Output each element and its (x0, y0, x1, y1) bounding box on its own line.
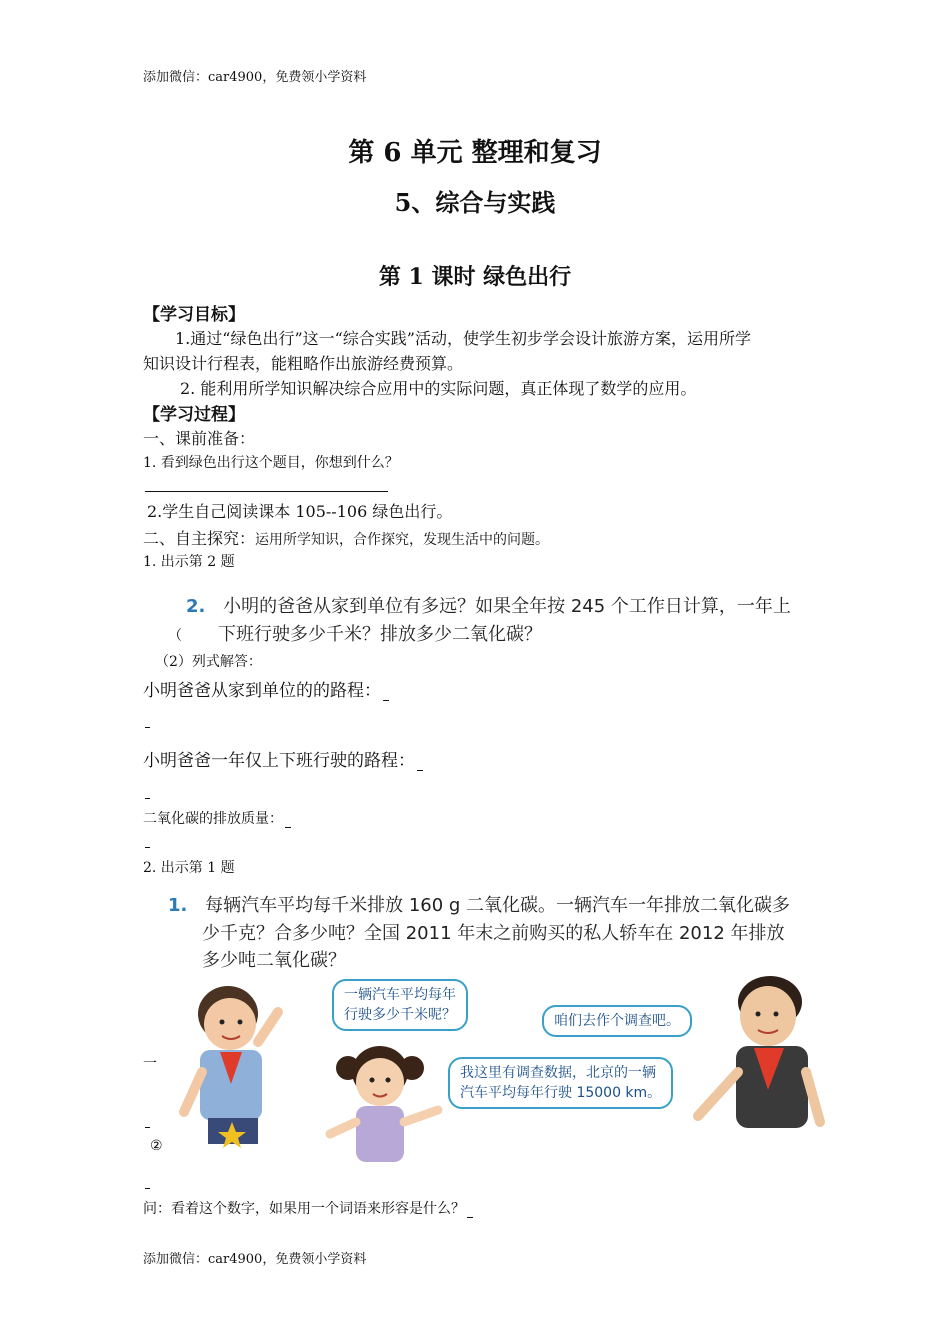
bubble-right-text: 咱们去作个调查吧。 (554, 1013, 680, 1029)
year-blank (417, 756, 423, 771)
process-heading: 【学习过程】 (143, 405, 245, 425)
bubble-girl (448, 1057, 673, 1109)
problem-1-line-3: 多少吨二氧化碳？ (202, 950, 346, 971)
bubble-right (542, 1005, 692, 1037)
route-line (143, 676, 389, 701)
problem-1-line-2: 少千克？合多少吨？全国 2011 年末之前购买的私人轿车在 2012 年排放 (202, 923, 785, 944)
year-line (143, 746, 423, 771)
answer-line (145, 491, 388, 492)
co2-line (143, 808, 291, 828)
unit-title: 第 6 单元 整理和复习 (348, 138, 602, 168)
partial-text-two: ② (150, 1138, 163, 1154)
question-1: 1. 看到绿色出行这个题目，你想到什么？ (143, 455, 399, 471)
problem-2-line-2: 下班行驶多少千米？排放多少二氧化碳？ (218, 624, 542, 645)
problem-2-text-1: 小明的爸爸从家到单位有多远？如果全年按 245 个工作日计算，一年上 (223, 596, 791, 617)
paren-open: （ (168, 628, 182, 644)
part2-row (143, 526, 549, 549)
problem-1-line-1 (168, 891, 790, 917)
last-question-line (143, 1198, 473, 1218)
bubble-boy (332, 979, 468, 1031)
problem-2-number: 2. (186, 596, 206, 617)
girl-middle-figure (330, 1046, 438, 1162)
part1-title: 一、课前准备： (143, 429, 256, 448)
footer-note: 添加微信：car4900，免费领小学资料 (143, 1252, 367, 1267)
lesson-title: 第 1 课时 绿色出行 (378, 264, 572, 290)
problem-1-number: 1. (168, 895, 188, 916)
objectives-heading: 【学习目标】 (143, 305, 245, 325)
dash-mark (145, 727, 150, 728)
bubble-boy-line-2: 行驶多少千米呢？ (344, 1007, 456, 1023)
year-label: 小明爸爸一年仅上下班行驶的路程： (143, 751, 415, 771)
partial-text-one: 一 (143, 1056, 157, 1072)
question-2: 2.学生自己阅读课本 105--106 绿色出行。 (147, 502, 453, 521)
co2-blank (285, 813, 291, 828)
part2-desc: 运用所学知识，合作探究，发现生活中的问题。 (255, 532, 550, 548)
objective-1-line-2: 知识设计行程表，能粗略作出旅游经费预算。 (143, 354, 464, 373)
solve-label: （2）列式解答： (155, 654, 262, 670)
objective-2: 2. 能利用所学知识解决综合应用中的实际问题，真正体现了数学的应用。 (180, 379, 697, 398)
bubble-girl-line-1: 我这里有调查数据，北京的一辆 (460, 1065, 656, 1081)
dash-mark (145, 847, 150, 848)
route-blank (383, 686, 389, 701)
objective-1-line-1: 1.通过“绿色出行”这一“综合实践”活动，使学生初步学会设计旅游方案，运用所学 (175, 329, 751, 348)
bubble-boy-line-1: 一辆汽车平均每年 (344, 987, 456, 1003)
boy-right-figure (698, 976, 820, 1128)
problem-2-line-1 (186, 592, 791, 618)
show-problem-1: 2. 出示第 1 题 (143, 860, 235, 876)
section-title: 5、综合与实践 (394, 188, 556, 217)
dash-mark (145, 1188, 150, 1189)
last-question: 问：看着这个数字，如果用一个词语来形容是什么？ (143, 1201, 465, 1217)
bubble-girl-line-2: 汽车平均每年行驶 15000 km。 (460, 1085, 662, 1101)
show-problem-2: 1. 出示第 2 题 (143, 554, 235, 570)
co2-label: 二氧化碳的排放质量： (143, 811, 283, 827)
problem-1-text-1: 每辆汽车平均每千米排放 160 g 二氧化碳。一辆汽车一年排放二氧化碳多 (205, 895, 791, 916)
header-note: 添加微信：car4900，免费领小学资料 (143, 70, 367, 85)
boy-left-figure (184, 986, 278, 1148)
dash-mark (145, 798, 150, 799)
last-blank (467, 1203, 473, 1218)
route-label: 小明爸爸从家到单位的的路程： (143, 681, 381, 701)
dash-mark (145, 1127, 150, 1128)
part2-title: 二、自主探究： (143, 529, 256, 548)
